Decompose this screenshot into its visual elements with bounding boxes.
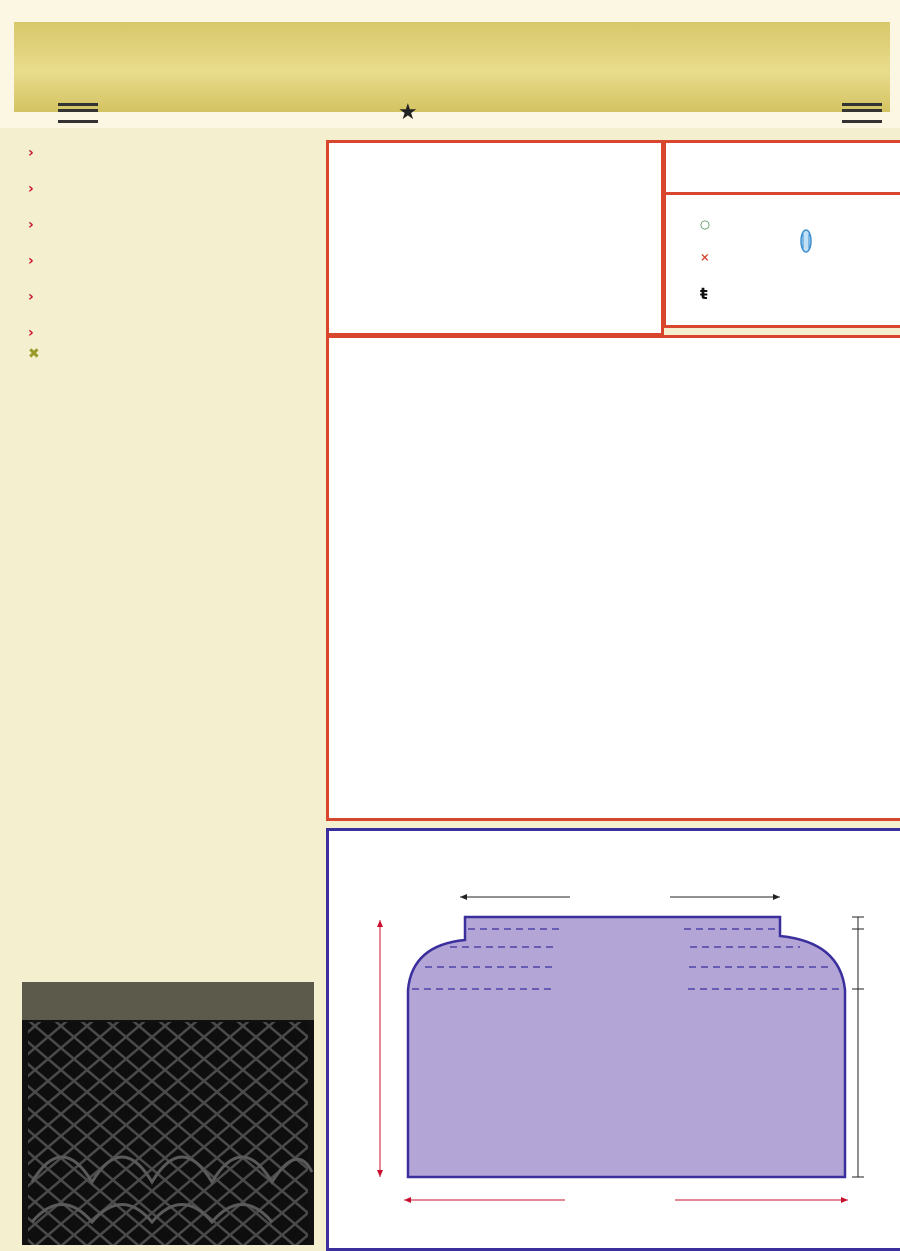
schema2-diagram [430, 345, 870, 800]
instructions-column [28, 143, 313, 380]
stitches-section [28, 215, 313, 236]
end-mark-icon: ✖ [28, 346, 40, 362]
legend-dc [700, 284, 708, 303]
garment-shape [408, 917, 845, 1177]
legend-chain [700, 217, 710, 231]
difficulty-lines-icon [58, 103, 98, 123]
knitting-sample-photo [22, 982, 314, 1245]
pattern-drawing [340, 870, 890, 1220]
hook-heading [28, 179, 313, 200]
hook-section [28, 179, 313, 200]
materials-heading [28, 143, 313, 164]
difficulty-lines-right-icon [842, 103, 882, 123]
gauge-heading [28, 251, 313, 272]
legend-sc [700, 250, 710, 264]
materials-section [28, 143, 313, 164]
legend-panel [663, 140, 900, 328]
assembly-section [28, 323, 313, 365]
legend-divider [663, 192, 900, 195]
lace-texture [22, 982, 314, 1245]
stitches-heading [28, 215, 313, 236]
assembly-heading [28, 323, 313, 344]
description-section [28, 287, 313, 308]
description-heading [28, 287, 313, 308]
assembly-text [28, 344, 313, 365]
star-icon: ★ [398, 100, 418, 125]
cluster-symbol-icon [798, 228, 814, 256]
dc-symbol-icon: ŧ [700, 284, 708, 303]
schema1-diagram [350, 175, 630, 330]
page-title [40, 16, 900, 106]
gauge-section [28, 251, 313, 272]
chain-symbol-icon: ○ [700, 217, 711, 231]
sc-symbol-icon: × [700, 250, 710, 264]
